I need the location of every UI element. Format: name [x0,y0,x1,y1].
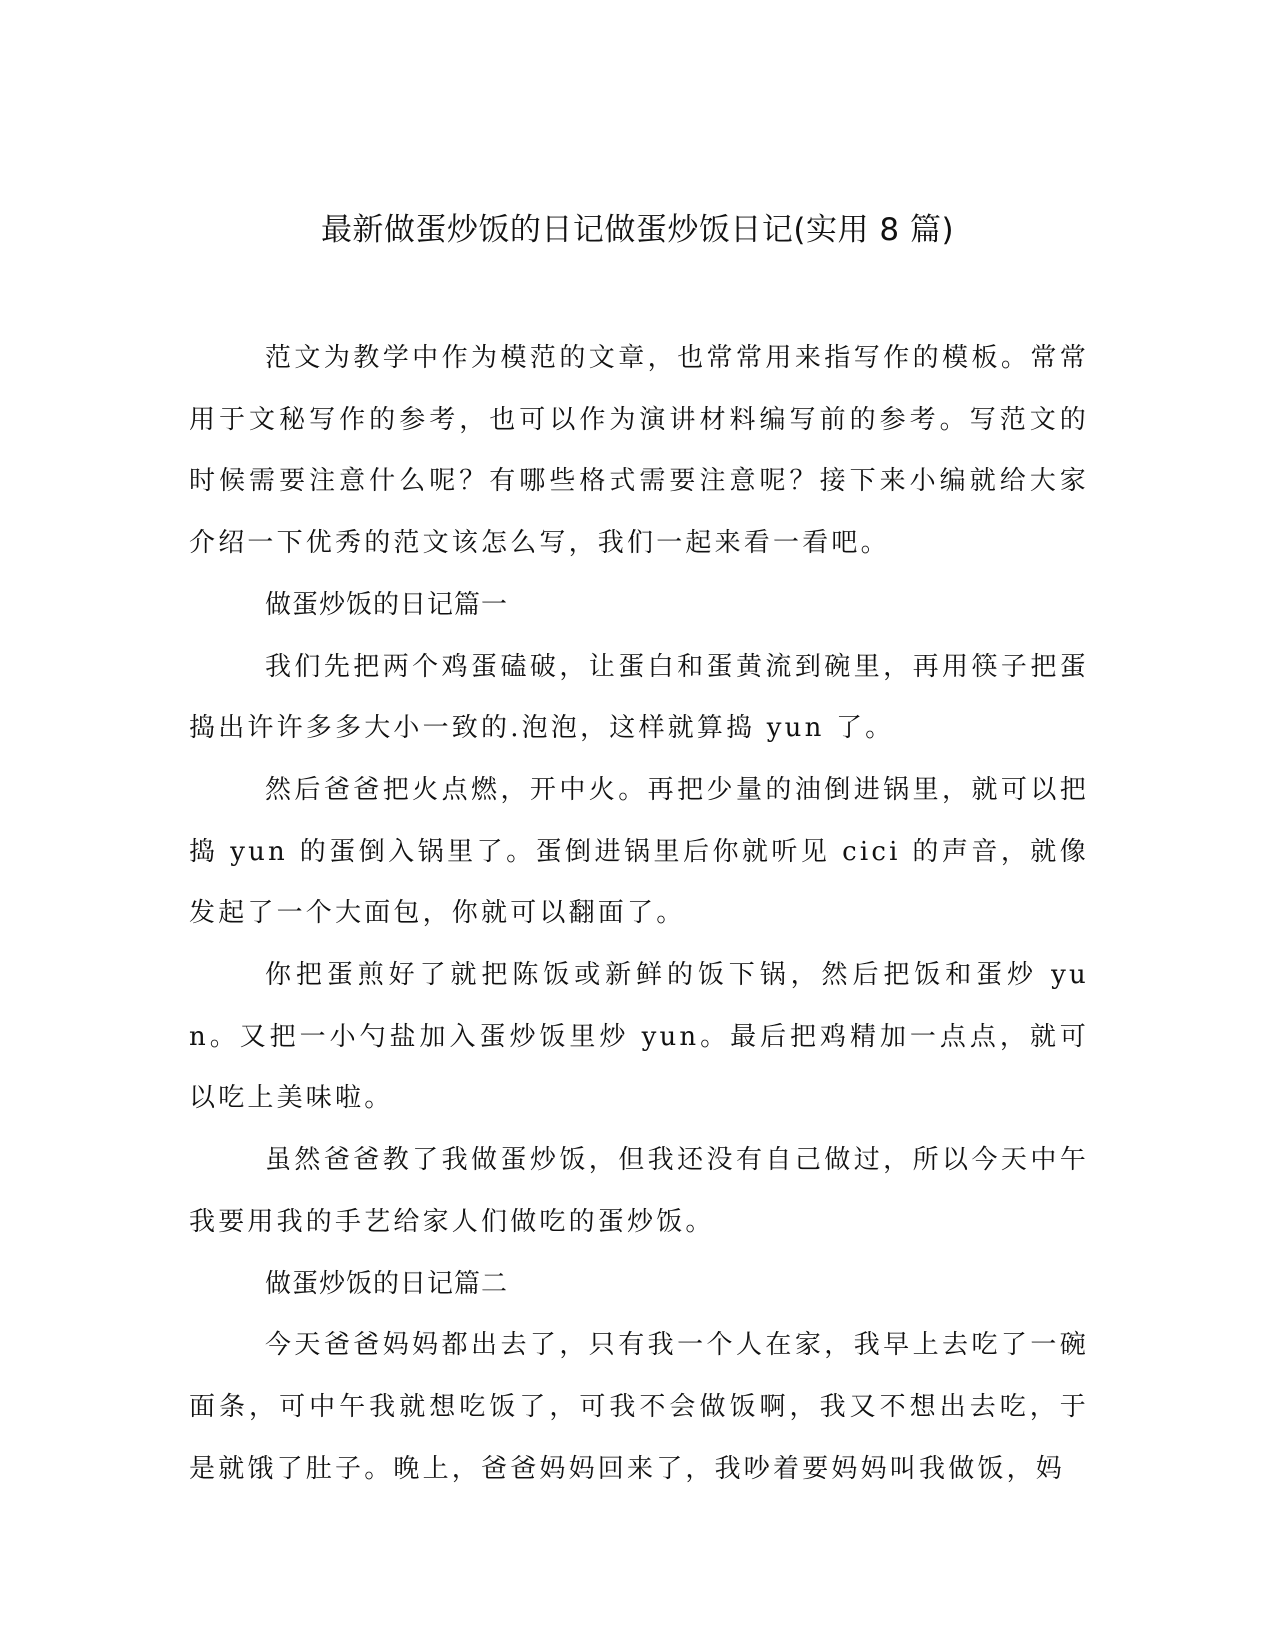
document-body [189,328,1089,1500]
body-paragraph: 今天爸爸妈妈都出去了，只有我一个人在家，我早上去吃了一碗面条，可中午我就想吃饭了，可我不会做饭啊，我又不想出去吃，于是就饿了肚子。晚上，爸爸妈妈回来了，我吵着要妈妈叫我做饭，妈 [189,1330,1089,1484]
body-paragraph: 我们先把两个鸡蛋磕破，让蛋白和蛋黄流到碗里，再用筷子把蛋捣出许许多多大小一致的.泡泡，这样就算捣 yun 了。 [189,651,1089,744]
body-paragraph: 虽然爸爸教了我做蛋炒饭，但我还没有自己做过，所以今天中午我要用我的手艺给家人们做吃的蛋炒饭。 [189,1145,1089,1237]
document-title: 最新做蛋炒饭的日记做蛋炒饭日记(实用 8 篇) [320,212,955,248]
section-heading-2: 做蛋炒饭的日记篇二 [265,1268,509,1299]
intro-paragraph: 范文为教学中作为模范的文章，也常常用来指写作的模板。常常用于文秘写作的参考，也可以作为演讲材料编写前的参考。写范文的时候需要注意什么呢？有哪些格式需要注意呢？接下来小编就给大家介绍一下优秀的范文该怎么写，我们一起来看一看吧。 [189,343,1089,559]
body-paragraph: 然后爸爸把火点燃，开中火。再把少量的油倒进锅里，就可以把捣 yun 的蛋倒入锅里了。蛋倒进锅里后你就听见 cici 的声音，就像发起了一个大面包，你就可以翻面了。 [189,774,1089,929]
section-heading-1: 做蛋炒饭的日记篇一 [265,589,509,620]
body-paragraph: 你把蛋煎好了就把陈饭或新鲜的饭下锅，然后把饭和蛋炒 yun。又把一小勺盐加入蛋炒饭里炒 yun。最后把鸡精加一点点，就可以吃上美味啦。 [189,960,1089,1114]
